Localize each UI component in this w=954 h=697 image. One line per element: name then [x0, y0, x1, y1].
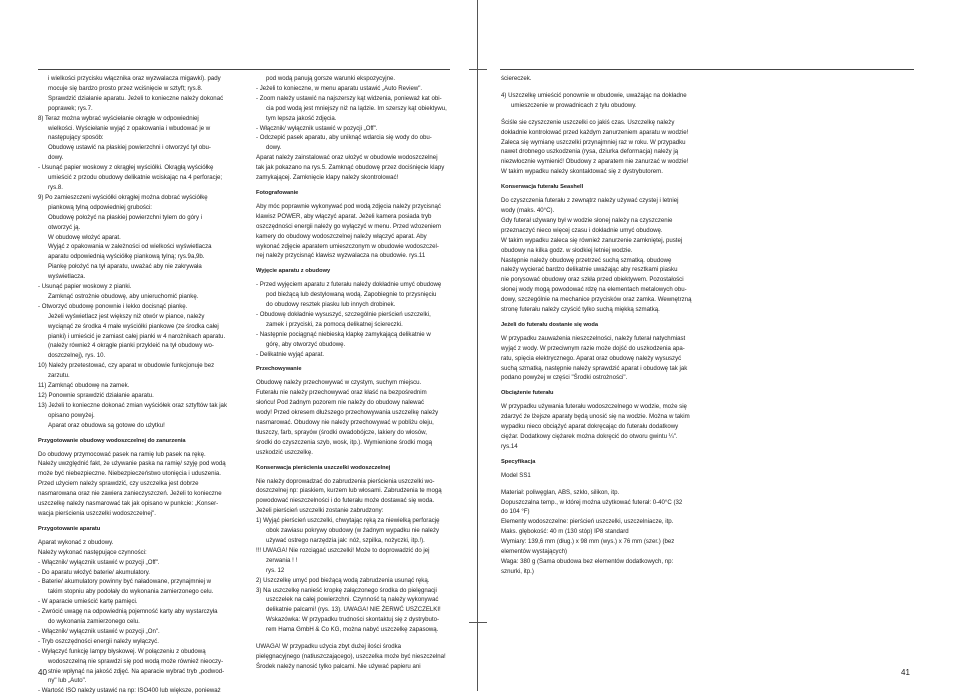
- text-line: otworzyć ją.: [48, 223, 81, 231]
- text-line: suchą szmatką, następnie należy sprawdzić aparat i obudowę tak jak: [501, 364, 688, 372]
- text-line: uszkodzić uszczelkę.: [256, 448, 313, 456]
- text-line: - Włącznik/ wyłącznik ustawić w pozycji „On".: [38, 627, 160, 635]
- text-line: tak jak pokazano na rys.5. Zamknąć obudowę przez dociśnięcie klapy: [256, 164, 445, 172]
- text-line: - Odczepić pasek aparatu, aby uniknąć wdarcia się wody do obu-: [256, 134, 432, 142]
- text-line: tym lepsza jakość zdjęcia.: [266, 114, 337, 122]
- right-page: [477, 0, 954, 691]
- text-line: Sprawdzić działanie aparatu. Jeżeli to konieczne należy dokonać: [48, 94, 224, 102]
- text-line: górę, aby otworzyć obudowę.: [266, 340, 346, 348]
- text-line: 4) Uszczelkę umieścić ponownie w obudowie, uważając na dokładne: [501, 91, 687, 99]
- text-line: Maks. głębokość: 40 m (130 stóp) IP8 standard: [501, 528, 629, 536]
- text-line: elementów wystających): [501, 548, 568, 556]
- text-line: 9) Po zamieszczeni wyściółki okrągłej można dobrać wyściółkę: [38, 193, 208, 201]
- text-line: pielęgnacyjnego (natłuszczającego), uszczelka może być nieszczelna!: [256, 652, 446, 660]
- text-line: rys.14: [501, 442, 518, 450]
- text-line: Ściśle sie czyszczenie uszczelki co jakiś czas. Uszczelkę należy: [501, 118, 675, 126]
- text-line: pod wodą panują gorsze warunki ekspozycyjne.: [266, 75, 396, 82]
- text-line: - Wartość ISO należy ustawić na np: ISO400 lub większe, ponieważ: [38, 687, 221, 695]
- text-line: Aparat wykonać z obudowy.: [38, 538, 114, 546]
- text-line: dowy.: [266, 144, 282, 152]
- section-heading: Przygotowanie obudowy wodoszczelnej do zanurzenia: [38, 437, 186, 444]
- text-line: Wymiary: 139,6 mm (dług.) x 98 mm (wys.) x 76 mm (szer.) (bez: [501, 538, 675, 546]
- text-line: Wyjąć z opakowania w zależności od wielkości wyświetlacza: [48, 243, 212, 251]
- text-line: 8) Teraz można wybrać wyściełanie okrągłe w odpowiedniej: [38, 114, 199, 122]
- text-line: - Do aparatu włożyć baterie/ akumulatory.: [38, 568, 150, 576]
- text-line: umieścić z przodu obudowy delikatnie wciskając na 4 perforacje;: [48, 174, 223, 182]
- text-line: - W aparacie umieścić kartę pamięci.: [38, 598, 138, 606]
- section-heading: Jeżeli do futerału dostanie się woda: [501, 321, 599, 328]
- left-page: [0, 0, 477, 695]
- text-line: - Baterie/ akumulatory powinny być naładowane, przynajmniej w: [38, 578, 212, 586]
- text-line: obudowy na kilka godz. w słodkiej letniej wodzie.: [501, 246, 633, 254]
- text-line: Do obudowy przymocować pasek na ramię lub pasek na rękę.: [38, 450, 206, 458]
- text-line: Gdy futerał używany był w wodzie słonej należy na czyszczenie: [501, 216, 673, 224]
- text-line: delikatnie palcami! (rys. 13). UWAGA! NIE ŻERWĆ USZCZELKI!: [266, 606, 441, 614]
- column-1: [38, 75, 246, 697]
- text-line: Jeżeli pierścień uszczelki zostanie zabrudzony:: [256, 507, 384, 515]
- text-line: słonej wody mogą powodować rdzę na elementach metalowych obu-: [501, 286, 687, 294]
- text-line: takim stopniu aby podołały do wykonania zamierzonego celu.: [48, 588, 214, 596]
- text-line: Aparat należy zainstalować oraz ułożyć w obudowie wodoszczelnej: [256, 154, 438, 162]
- text-line: stronę futerału należy czyścić tylko suchą miękką szmatką.: [501, 306, 660, 314]
- text-line: wypadku nieco obciążyć aparat dokręcając do futerału dodatkowy: [501, 423, 679, 431]
- text-line: powodować nieszczelności i do futerału może dostawać się woda.: [256, 497, 435, 505]
- text-line: 12) Ponownie sprawdzić działanie aparatu.: [38, 392, 154, 399]
- text-line: W takim wypadku zaleca się również zanurzenie zamkniętej, pustej: [501, 236, 683, 244]
- text-line: Środek należy nanosić tylko palcami. Nie używać papieru ani: [256, 662, 421, 670]
- left-page-number: 40: [38, 668, 47, 677]
- text-line: ratu, spięcia elektrycznego. Aparat oraz obudowę należy wysuszyć: [501, 354, 682, 362]
- text-line: - Usunąć papier woskowy z okrągłej wyściółki. Okrągłą wyściółkę: [38, 164, 214, 172]
- right-page-number: 41: [901, 668, 910, 677]
- text-line: Piankę położyć na tył aparatu, uważać aby nie zakrywała: [48, 263, 202, 271]
- text-line: następujący sposób:: [48, 134, 104, 142]
- text-line: opisano powyżej.: [48, 411, 95, 419]
- text-line: Wskazówka: W przypadku trudności skontaktuj się z dystrybuto-: [266, 616, 440, 624]
- text-line: Dopuszczalna temp., w której można użytkować futerał: 0-40°C (32: [501, 498, 683, 506]
- text-line: zamek i przyciski, za pomocą delikatnej ściereczki.: [266, 320, 403, 328]
- text-line: wody (maks. 40°C).: [501, 206, 555, 214]
- text-line: - Zwrócić uwagę na odpowiednią pojemność karty aby wystarczyła: [38, 608, 218, 616]
- text-line: doszczelnej np: piaskiem, kurzem lub włosami. Zabrudzenia te mogą: [256, 487, 442, 495]
- text-line: Obudowę ustawić na płaskiej powierzchni i otworzyć tył obu-: [48, 144, 211, 152]
- text-line: oszczędności energii należy go wyłączyć w menu. Przed wżozeniem: [256, 222, 441, 230]
- text-line: - Obudowę dokładnie wysuszyć, szczególnie pierścień uszczelki,: [256, 310, 431, 318]
- text-line: - Włącznik/ wyłącznik ustawić w pozycji „Off".: [38, 558, 160, 566]
- text-line: - Wyłączyć funkcję lampy błyskowej. W połączeniu z obudową: [38, 647, 206, 655]
- text-line: W takim wypadku należy skontaktować się z dystrybutorem.: [501, 168, 663, 176]
- text-line: używać ostrego narzędzia jak: nóż, szpilka, nożyczki, itp.!).: [266, 536, 425, 544]
- text-line: Należy wykonać następujące czynności:: [38, 548, 147, 556]
- text-line: Nie należy doprowadzać do zabrudzenia pierścienia uszczelki wo-: [256, 477, 435, 485]
- right-top-rule: [500, 69, 914, 70]
- column-3: [501, 75, 711, 578]
- text-line: 2) Uszczelkę umyć pod bieżącą wodą zabrudzenia usunąć ręką.: [256, 576, 430, 584]
- text-line: Obudowę należy przechowywać w czystym, suchym miejscu.: [256, 379, 422, 387]
- text-line: wykonać zdjęcie aparatem umieszczonym w obudowie wodoszczel-: [256, 242, 439, 250]
- text-line: 1) Wyjąć pierścień uszczelki, chwytając ręką za niewielką perforację: [256, 517, 440, 525]
- text-line: uszczelek na całej powierzchni. Czynność tą należy wykonywać: [266, 596, 439, 604]
- text-line: (należy również 4 okrągłe pianki przykleić na tył obudowy wo-: [48, 342, 214, 350]
- text-line: przeznaczyć nieco więcej czasu i dokładnie umyć obudowę.: [501, 226, 663, 234]
- text-line: rys. 12: [266, 566, 285, 574]
- text-line: zerwania ! !: [266, 556, 298, 564]
- text-line: sznurki, itp.): [501, 567, 534, 575]
- text-line: klawisz POWER, aby włączyć aparat. Jeżeli kamera posiada tryb: [256, 212, 432, 220]
- text-line: W obudowę włożyć aparat.: [48, 233, 121, 241]
- text-line: do wykonania zamierzonego celu.: [48, 618, 140, 626]
- text-line: - Otworzyć obudowę ponownie i lekko docisnąć piankę.: [38, 302, 188, 310]
- text-line: wodoszczelną nie sprawdzi się pod wodą może również nieoczy-: [48, 657, 224, 665]
- text-line: ny" lub „Auto".: [48, 677, 87, 685]
- text-line: Aby móc poprawnie wykonywać pod wodą zdjęcia należy przycisnąć: [256, 202, 441, 210]
- text-line: nasmarować. Obudowy nie należy przechowywać w pobliżu oleju,: [256, 419, 434, 426]
- text-line: wody! Przed okresem dłuższego przechowywania uszczelkę należy: [256, 409, 439, 417]
- text-line: wyciąnąć ze środka 4 małe wyściółki piankowe (ze środka całej: [48, 322, 219, 330]
- text-line: mocuje się bardzo prosto przez wciśnięcie w sztyft; rys.8.: [48, 84, 203, 92]
- text-line: i wielkości przycisku włącznika oraz wyzwalacza migawki). pady: [48, 75, 221, 82]
- text-line: - Jeżeli to konieczne, w menu aparatu ustawić „Auto Review".: [256, 84, 423, 92]
- text-line: nawet drobnego uszkodzenia (rysa, dziurka deformacja) należy ją: [501, 148, 679, 156]
- text-line: Waga: 380 g (Sama obudowa bez elementów dodatkowych, np:: [501, 557, 674, 565]
- text-line: poprawek; rys.7.: [48, 104, 93, 112]
- text-line: rem Hama GmbH & Co KG, można nabyć uszczelkę zapasową.: [266, 626, 439, 634]
- text-line: tłuszczy, farb, sprayów (środki owadobójcze, lakiery do włosów,: [256, 428, 427, 436]
- section-heading: Specyfikacja: [501, 458, 536, 465]
- text-line: pianki) i umieścić je zamiast całej pianki w 4 narożnikach aparatu.: [48, 332, 226, 340]
- text-line: wyświetlacza.: [48, 273, 86, 281]
- text-line: aparatu odpowiednią wyściółkę piankową tylną; rys.9a,9b.: [48, 253, 205, 261]
- column-2: [256, 75, 452, 673]
- section-heading: Konserwacja pierścienia uszczelki wodoszczelnej: [256, 464, 391, 471]
- text-line: Przed użyciem należy sprawdzić, czy uszczelka jest dobrze: [38, 480, 199, 488]
- text-line: doszczelnej), rys. 10.: [48, 352, 106, 360]
- text-line: obok zawiasu pokrywy obudowy (w żadnym wypadku nie należy: [266, 527, 440, 535]
- section-heading: Przechowywanie: [256, 366, 302, 373]
- text-line: rys.8.: [48, 183, 63, 191]
- text-line: - Tryb oszczędności energii należy wyłączyć.: [38, 637, 159, 645]
- section-heading: Przygotowanie aparatu: [38, 525, 101, 532]
- text-line: !!! UWAGA! Nie rozciągać uszczelki! Może to doprowadzić do jej: [256, 546, 430, 554]
- text-line: kamery do obudowy wodoszczelnej należy włączyć aparat. Aby: [256, 232, 427, 240]
- text-line: dowy.: [48, 154, 64, 162]
- text-line: środki do czyszczenia szyb, wosk, itp.). Wymienione środki mogą: [256, 438, 433, 446]
- text-line: uszczelkę należy nasmarować tak jak opisano w punkcie: „Konser-: [38, 500, 219, 508]
- section-heading: Fotografowanie: [256, 189, 299, 196]
- text-line: Zaleca się wymianę uszczelki przynajmniej raz w roku. W przypadku: [501, 138, 686, 146]
- text-line: ściereczek.: [501, 75, 532, 82]
- text-line: W przypadku używania futerału wodoszczelnego w wodzie, może się: [501, 403, 687, 411]
- text-line: słońcu! Pod żadnym pozorem nie należy do obudowy nalewać: [256, 399, 425, 407]
- text-line: 11) Zamknąć obudowę na zamek.: [38, 382, 130, 390]
- text-line: Następnie należy obudowę przetrzeć suchą szmatką. obudowę: [501, 256, 672, 264]
- text-line: zamykającej. Zamknięcie klapy należy skontrolować!: [256, 174, 399, 182]
- text-line: pod bieżącą lub destylowaną wodą. Zapobiegnie to przysnięciu: [266, 291, 437, 299]
- left-top-rule: [38, 69, 450, 70]
- section-heading: Wyjęcie aparatu z obudowy: [256, 268, 331, 275]
- spacer: [501, 112, 711, 117]
- text-line: cia pod wodą jest mniejszy niż na lądzie. Im szerszy kąt obiektywu,: [266, 104, 447, 112]
- text-line: zarzutu.: [48, 372, 70, 380]
- section-heading: Konserwacja futerału Seashell: [501, 184, 584, 191]
- text-line: niezwłocznie wymienić! Obudowy z aparatem nie zanurzać w wodzie!: [501, 158, 689, 166]
- text-line: - Włącznik/ wyłącznik ustawić w pozycji „Off".: [256, 124, 378, 132]
- text-line: Należy uwzględnić fakt, że używanie paska na ramię/ szyję pod wodą: [38, 460, 226, 468]
- text-line: Futerału nie należy przechowywać oraz kłaść na bezpośrednim: [256, 389, 427, 397]
- text-line: W przypadku zauważenia nieszczelności, należy futerał natychmiast: [501, 334, 686, 342]
- text-line: wyjąć z wody. W przeciwnym razie może dojść do uszkodzenia apa-: [501, 344, 685, 352]
- spacer: [256, 636, 452, 641]
- text-line: do obudowy resztek piasku lub innych drobinek.: [266, 301, 396, 309]
- text-line: umieszczenie w prowadnicach z tyłu obudowy.: [511, 101, 637, 109]
- text-line: Model SS1: [501, 471, 531, 479]
- text-line: 3) Na uszczelkę nanieść kropkę załączonego środka do pielęgnacji: [256, 586, 437, 594]
- text-line: podano powyżej w części "Środki ostrożności".: [501, 374, 628, 382]
- text-line: Zamknąć ostrożnie obudowę, aby unieruchomić piankę.: [48, 292, 199, 300]
- text-line: nasmarowana oraz nie zawiera zanieczyszczeń. Jeżeli to konieczne: [38, 490, 222, 498]
- text-line: - Delikatnie wyjąć aparat.: [256, 350, 325, 358]
- text-line: Materiał: poliwęglan, ABS, szkło, silikon, itp.: [501, 488, 620, 496]
- spacer: [501, 482, 711, 487]
- text-line: może być niebezpieczne. Niebezpieczeństwo utonięcia i uduszenia.: [38, 470, 221, 478]
- text-line: Elementy wodoszczelne: pierścień uszczelki, uszczelniacze, itp.: [501, 518, 674, 526]
- text-line: dokładnie kontrolować przed każdym zanurzeniem aparatu w wodzie!: [501, 128, 689, 136]
- text-line: nej należy przycisnąć klawisz wyzwalacza na obudowie. rys.11: [256, 252, 426, 260]
- text-line: stnie wpłynąć na jakość zdjęć. Na aparacie wybrać tryb „podwod-: [48, 667, 225, 675]
- text-line: - Usunąć papier woskowy z pianki.: [38, 283, 132, 291]
- text-line: Obudowę położyć na płaskiej powierzchni tylem do góry i: [48, 213, 203, 221]
- text-line: Aparat oraz obudowa są gotowe do użytku!: [48, 421, 165, 429]
- text-line: dowy, szczególnie na mechanice przycisków oraz zamka. Wewnętrzną: [501, 296, 692, 304]
- text-line: Do czyszczenia futerału z zewnątrz należy używać czystej i letniej: [501, 197, 679, 205]
- text-line: 13) Jeżeli to konieczne dokonać zmian wyściółek oraz sztyftów tak jak: [38, 401, 227, 409]
- text-line: - Przed wyjęciem aparatu z futerału należy dokładnie umyć obudowę: [256, 281, 442, 289]
- text-line: UWAGA! W przypadku użycia zbyt dużej ilości środka: [256, 643, 402, 651]
- text-line: - Następnie pociągnąć niebieską klapkę zamykającą delikatnie w: [256, 330, 431, 338]
- text-line: należy wycierać bardzo delikatnie uważając aby resztkami piasku: [501, 266, 678, 274]
- text-line: wacja pierścienia uszczelki wodoszczelnej".: [38, 509, 156, 517]
- text-line: 10) Należy przetestować, czy aparat w obudowie funkcjonuje bez: [38, 362, 215, 370]
- text-line: piankową tylną odpowiedniej grubości:: [48, 203, 152, 211]
- text-line: do 104 °F): [501, 508, 530, 516]
- text-line: zdarzyć że lżejsze aparaty będą unosić się na wodzie. Można w takim: [501, 413, 690, 421]
- text-line: Jeżeli wyświetlacz jest większy niż otwór w piance, należy: [48, 312, 205, 320]
- section-heading: Obciążenie futerału: [501, 390, 554, 397]
- text-line: nie porysować obudowy oraz szkła przed obiektywem. Pozostałości: [501, 276, 684, 284]
- text-line: ciężar. Dodatkowy ciężarek można dokręcić do otworu gwintu ¼".: [501, 433, 678, 440]
- spacer: [501, 85, 711, 90]
- text-line: wielkości. Wyściełanie wyjąć z opakowania i wbudować je w: [48, 124, 211, 132]
- text-line: - Zoom należy ustawić na najszerszy kąt widzenia, ponieważ kat obi-: [256, 94, 442, 102]
